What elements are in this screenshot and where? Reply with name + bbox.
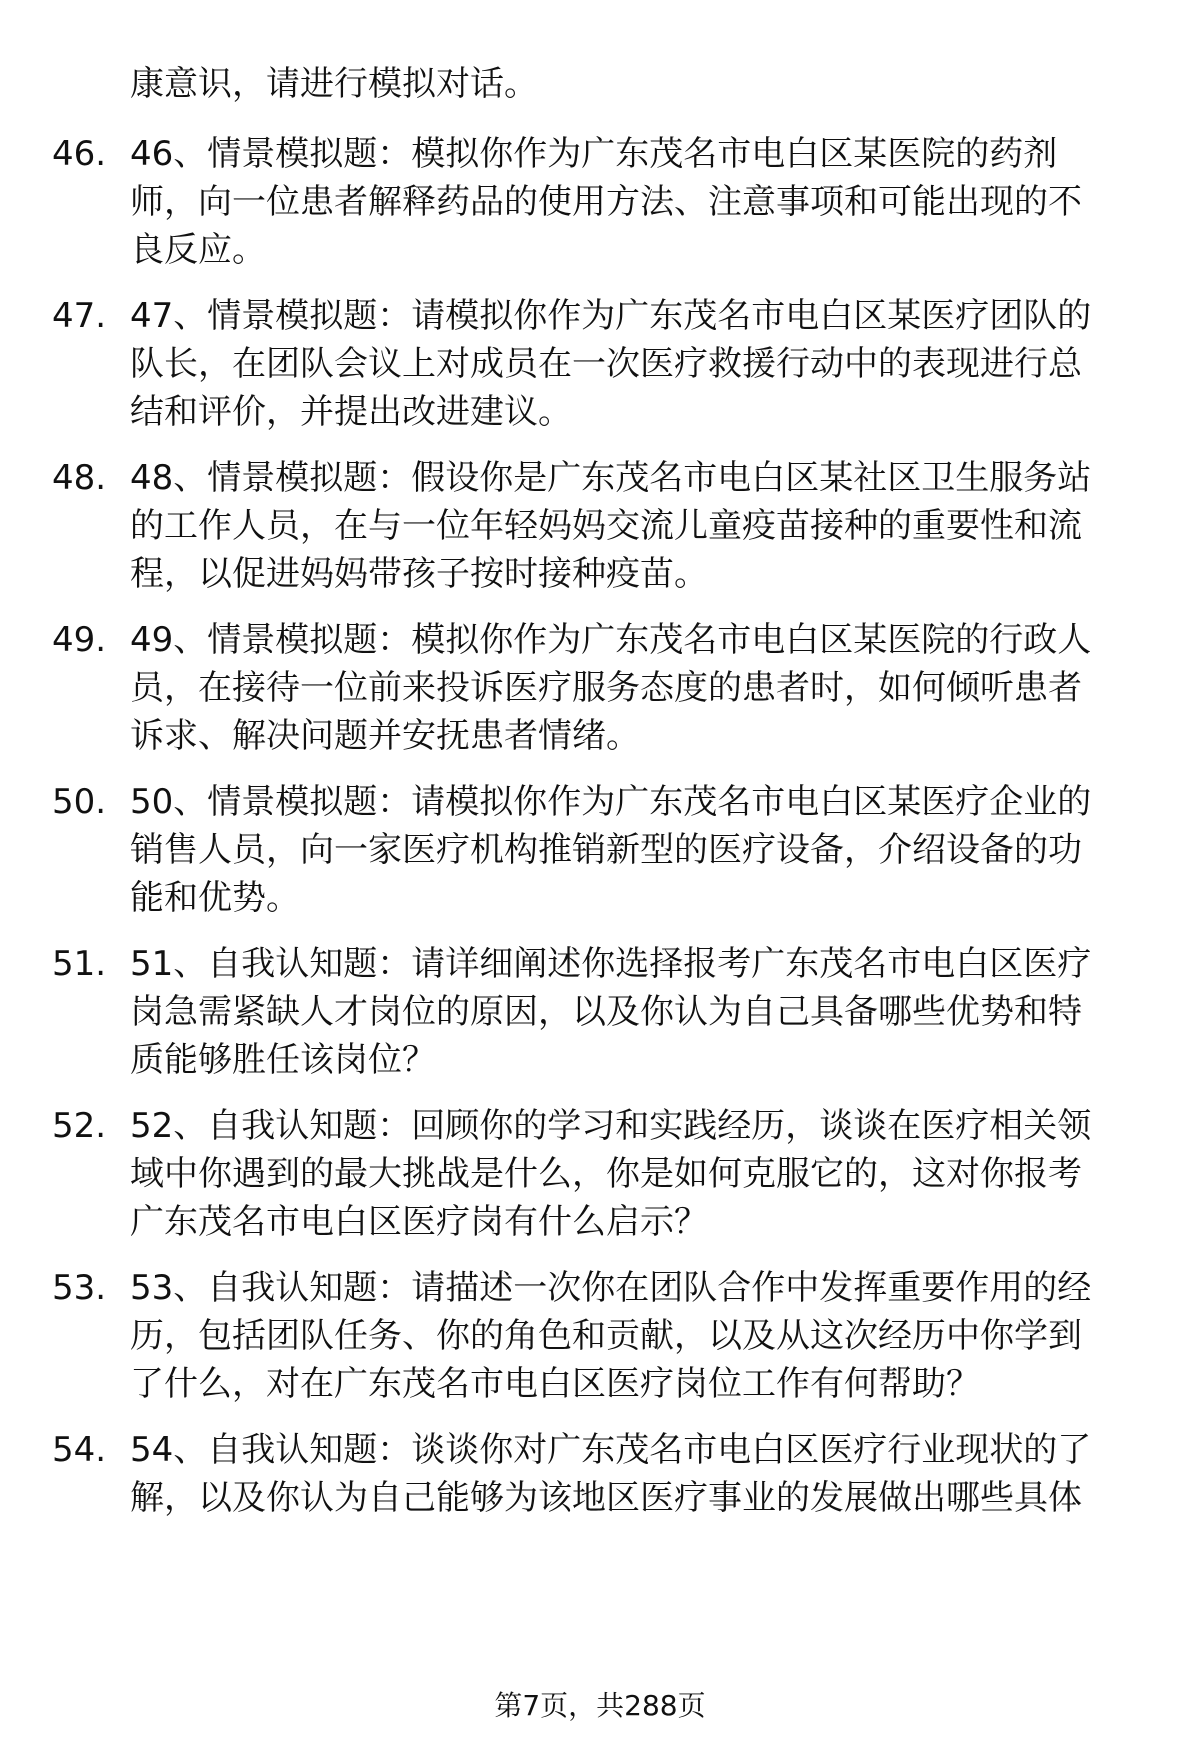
text-line: 诉求、解决问题并安抚患者情绪。 xyxy=(130,716,640,756)
text-line: 历，包括团队任务、你的角色和贡献，以及从这次经历中你学到 xyxy=(130,1316,1082,1356)
text-line: 54、自我认知题：谈谈你对广东茂名市电白区医疗行业现状的了 xyxy=(130,1430,1092,1470)
item-number: 53. xyxy=(52,1268,107,1308)
item-number: 51. xyxy=(52,944,107,984)
text-line: 46、情景模拟题：模拟你作为广东茂名市电白区某医院的药剂 xyxy=(130,134,1058,174)
text-line: 52、自我认知题：回顾你的学习和实践经历，谈谈在医疗相关领 xyxy=(130,1106,1092,1146)
item-text xyxy=(130,454,1140,598)
text-line: 程，以促进妈妈带孩子按时接种疫苗。 xyxy=(130,554,708,594)
text-line: 员，在接待一位前来投诉医疗服务态度的患者时，如何倾听患者 xyxy=(130,668,1082,708)
item-text xyxy=(130,130,1140,274)
text-line: 良反应。 xyxy=(130,230,266,270)
text-line: 解，以及你认为自己能够为该地区医疗事业的发展做出哪些具体 xyxy=(130,1478,1082,1518)
continuation-text xyxy=(130,60,1140,108)
text-line: 49、情景模拟题：模拟你作为广东茂名市电白区某医院的行政人 xyxy=(130,620,1092,660)
text-line: 47、情景模拟题：请模拟你作为广东茂名市电白区某医疗团队的 xyxy=(130,296,1092,336)
item-number: 47. xyxy=(52,296,107,336)
text-line: 48、情景模拟题：假设你是广东茂名市电白区某社区卫生服务站 xyxy=(130,458,1092,498)
text-line: 域中你遇到的最大挑战是什么，你是如何克服它的，这对你报考 xyxy=(130,1154,1082,1194)
text-line: 50、情景模拟题：请模拟你作为广东茂名市电白区某医疗企业的 xyxy=(130,782,1092,822)
text-line: 广东茂名市电白区医疗岗有什么启示？ xyxy=(130,1202,708,1242)
item-number: 50. xyxy=(52,782,107,822)
text-line: 销售人员，向一家医疗机构推销新型的医疗设备，介绍设备的功 xyxy=(130,830,1082,870)
text-line: 51、自我认知题：请详细阐述你选择报考广东茂名市电白区医疗 xyxy=(130,944,1092,984)
text-line: 结和评价，并提出改进建议。 xyxy=(130,392,572,432)
text-line: 队长，在团队会议上对成员在一次医疗救援行动中的表现进行总 xyxy=(130,344,1082,384)
text-line: 质能够胜任该岗位？ xyxy=(130,1040,436,1080)
page-footer xyxy=(0,1686,1200,1726)
item-number: 46. xyxy=(52,134,107,174)
text-line: 岗急需紧缺人才岗位的原因，以及你认为自己具备哪些优势和特 xyxy=(130,992,1082,1032)
item-number: 52. xyxy=(52,1106,107,1146)
text-line: 康意识，请进行模拟对话。 xyxy=(130,64,538,104)
item-text xyxy=(130,292,1140,436)
item-text xyxy=(130,1264,1140,1408)
item-text xyxy=(130,778,1140,922)
item-number: 54. xyxy=(52,1430,107,1470)
item-text xyxy=(130,1102,1140,1246)
text-line: 师，向一位患者解释药品的使用方法、注意事项和可能出现的不 xyxy=(130,182,1082,222)
item-text xyxy=(130,1426,1140,1522)
item-number: 48. xyxy=(52,458,107,498)
item-number: 49. xyxy=(52,620,107,660)
page-number: 第7页，共288页 xyxy=(494,1689,706,1722)
text-line: 能和优势。 xyxy=(130,878,300,918)
text-line: 了什么，对在广东茂名市电白区医疗岗位工作有何帮助？ xyxy=(130,1364,980,1404)
item-text xyxy=(130,616,1140,760)
item-text xyxy=(130,940,1140,1084)
text-line: 53、自我认知题：请描述一次你在团队合作中发挥重要作用的经 xyxy=(130,1268,1092,1308)
text-line: 的工作人员，在与一位年轻妈妈交流儿童疫苗接种的重要性和流 xyxy=(130,506,1082,546)
